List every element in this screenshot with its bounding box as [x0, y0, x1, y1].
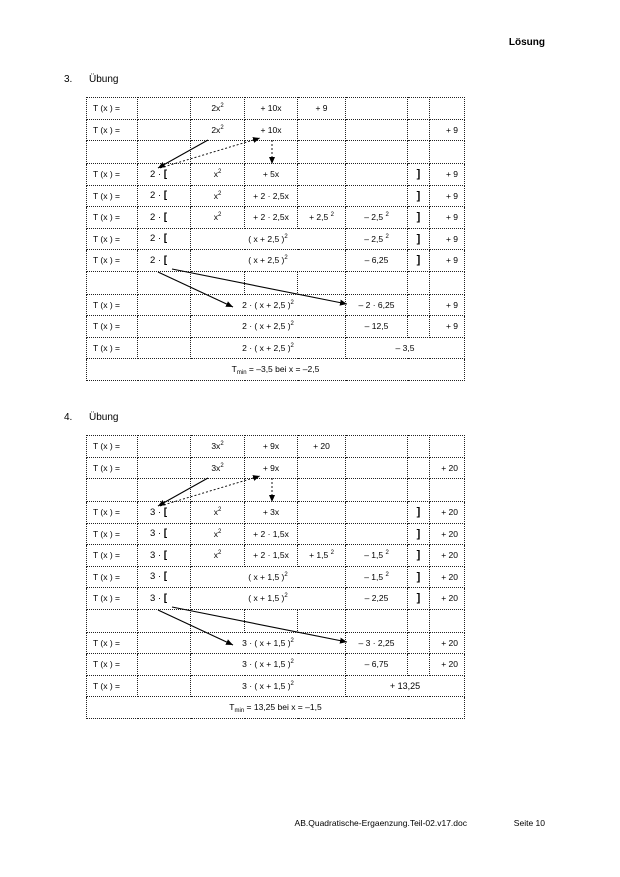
distribute-arrow-binomial: [158, 272, 233, 307]
halved-linear-term: + 3x: [245, 502, 298, 524]
header-title: Lösung: [508, 37, 545, 48]
doubled-product-term: + 2 · 2,5x: [245, 207, 298, 229]
constant-term: + 20: [430, 523, 465, 545]
row-label: T (x ) =: [87, 457, 138, 479]
distributed-constant: – 3 · 2,25: [346, 632, 408, 654]
final-constant: + 13,25: [346, 675, 465, 697]
factored-binomial: 2 · ( x + 2,5 )$^2$: [191, 337, 346, 359]
bracket-close: ]: [408, 588, 430, 610]
factor-bracket-open: 3 · [: [138, 502, 191, 524]
row-label: T (x ) =: [87, 337, 138, 359]
bracket-close: ]: [408, 164, 430, 186]
x-squared: $x^2$: [191, 164, 245, 186]
factor-bracket-open: 3 · [: [138, 566, 191, 588]
exercise-title: Übung: [89, 412, 119, 423]
constant-term: + 9: [430, 228, 465, 250]
constant-term: + 9: [430, 164, 465, 186]
doubled-product-term: + 2 · 2,5x: [245, 185, 298, 207]
factor-bracket-open: 2 · [: [138, 228, 191, 250]
linear-term: + 9x: [245, 436, 298, 458]
square-constant: – 2,25: [346, 588, 408, 610]
factored-binomial: 3 · ( x + 1,5 )$^2$: [191, 632, 346, 654]
row-label: T (x ) =: [87, 654, 138, 676]
bracket-close: ]: [408, 207, 430, 229]
result-line: $T_{min} = -3,5$ bei x = –2,5: [87, 359, 465, 381]
dotted-arrow-to-linear: [160, 138, 260, 168]
distribute-arrow-constant: [172, 269, 347, 304]
exercise-title: Übung: [89, 74, 119, 85]
subtracted-square: – 1,5 $^2$: [346, 566, 408, 588]
constant-term: + 20: [430, 457, 465, 479]
linear-term: + 10x: [245, 119, 298, 141]
distribute-arrow-constant: [172, 607, 347, 642]
row-label: T (x ) =: [87, 502, 138, 524]
x-squared: $x^2$: [191, 523, 245, 545]
linear-term: + 10x: [245, 98, 298, 120]
row-label: T (x ) =: [87, 207, 138, 229]
factored-binomial: 2 · ( x + 2,5 )$^2$: [191, 316, 346, 338]
factored-binomial: 3 · ( x + 1,5 )$^2$: [191, 675, 346, 697]
factor-out-arrow: [158, 478, 208, 506]
bracket-close: ]: [408, 545, 430, 567]
bracket-close: ]: [408, 185, 430, 207]
factor-bracket-open: 3 · [: [138, 588, 191, 610]
quadratic-term: $3x^2$: [191, 457, 245, 479]
footer-page-number: Seite 10: [513, 818, 545, 828]
factor-out-arrow: [158, 140, 208, 168]
exercise-number: 4.: [64, 412, 73, 423]
footer-filename: AB.Quadratische-Ergaenzung.Teil-02.v17.doc: [294, 818, 467, 828]
distribute-arrow-binomial: [158, 610, 233, 645]
square-constant: – 6,25: [346, 250, 408, 272]
row-label: T (x ) =: [87, 119, 138, 141]
constant-term: + 20: [430, 632, 465, 654]
row-label: T (x ) =: [87, 675, 138, 697]
bracket-close: ]: [408, 566, 430, 588]
constant-term: + 20: [430, 545, 465, 567]
constant-term: + 20: [430, 654, 465, 676]
binomial-squared: ( x + 1,5 )$^2$: [191, 566, 346, 588]
factor-bracket-open: 3 · [: [138, 523, 191, 545]
row-label: T (x ) =: [87, 566, 138, 588]
constant-term: + 9: [430, 207, 465, 229]
constant-term: + 9: [298, 98, 346, 120]
factor-bracket-open: 2 · [: [138, 164, 191, 186]
constant-term: + 9: [430, 316, 465, 338]
row-label: T (x ) =: [87, 185, 138, 207]
row-label: T (x ) =: [87, 164, 138, 186]
added-square: + 2,5 $^2$: [298, 207, 346, 229]
bracket-close: ]: [408, 502, 430, 524]
binomial-squared: ( x + 1,5 )$^2$: [191, 588, 346, 610]
factor-bracket-open: 2 · [: [138, 207, 191, 229]
row-label: T (x ) =: [87, 250, 138, 272]
bracket-close: ]: [408, 228, 430, 250]
constant-term: + 9: [430, 250, 465, 272]
row-label: T (x ) =: [87, 588, 138, 610]
binomial-squared: ( x + 2,5 )$^2$: [191, 250, 346, 272]
constant-term: + 20: [430, 588, 465, 610]
x-squared: $x^2$: [191, 502, 245, 524]
halved-linear-term: + 5x: [245, 164, 298, 186]
constant-term: + 9: [430, 119, 465, 141]
final-constant: – 3,5: [346, 337, 465, 359]
constant-term: + 20: [430, 502, 465, 524]
row-label: T (x ) =: [87, 545, 138, 567]
row-label: T (x ) =: [87, 523, 138, 545]
bracket-close: ]: [408, 523, 430, 545]
subtracted-square: – 2,5 $^2$: [346, 207, 408, 229]
multiplied-constant: – 6,75: [346, 654, 408, 676]
exercise-number: 3.: [64, 74, 73, 85]
quadratic-term: $2x^2$: [191, 98, 245, 120]
distributed-constant: – 2 · 6,25: [346, 294, 408, 316]
constant-term: + 9: [430, 185, 465, 207]
row-label: T (x ) =: [87, 436, 138, 458]
quadratic-term: $3x^2$: [191, 436, 245, 458]
constant-term: + 9: [430, 294, 465, 316]
x-squared: $x^2$: [191, 207, 245, 229]
row-label: T (x ) =: [87, 228, 138, 250]
row-label: T (x ) =: [87, 316, 138, 338]
factor-bracket-open: 2 · [: [138, 185, 191, 207]
x-squared: $x^2$: [191, 185, 245, 207]
quadratic-term: $2x^2$: [191, 119, 245, 141]
row-label: T (x ) =: [87, 632, 138, 654]
factor-bracket-open: 2 · [: [138, 250, 191, 272]
factor-bracket-open: 3 · [: [138, 545, 191, 567]
subtracted-square: – 1,5 $^2$: [346, 545, 408, 567]
row-label: T (x ) =: [87, 294, 138, 316]
constant-term: + 20: [298, 436, 346, 458]
constant-term: + 20: [430, 566, 465, 588]
row-label: T (x ) =: [87, 98, 138, 120]
dotted-arrow-to-linear: [160, 476, 260, 506]
result-line: $T_{min} = 13,25$ bei x = –1,5: [87, 697, 465, 719]
linear-term: + 9x: [245, 457, 298, 479]
factored-binomial: 3 · ( x + 1,5 )$^2$: [191, 654, 346, 676]
binomial-squared: ( x + 2,5 )$^2$: [191, 228, 346, 250]
subtracted-square: – 2,5 $^2$: [346, 228, 408, 250]
factored-binomial: 2 · ( x + 2,5 )$^2$: [191, 294, 346, 316]
doubled-product-term: + 2 · 1,5x: [245, 523, 298, 545]
added-square: + 1,5 $^2$: [298, 545, 346, 567]
bracket-close: ]: [408, 250, 430, 272]
x-squared: $x^2$: [191, 545, 245, 567]
multiplied-constant: – 12,5: [346, 316, 408, 338]
doubled-product-term: + 2 · 1,5x: [245, 545, 298, 567]
